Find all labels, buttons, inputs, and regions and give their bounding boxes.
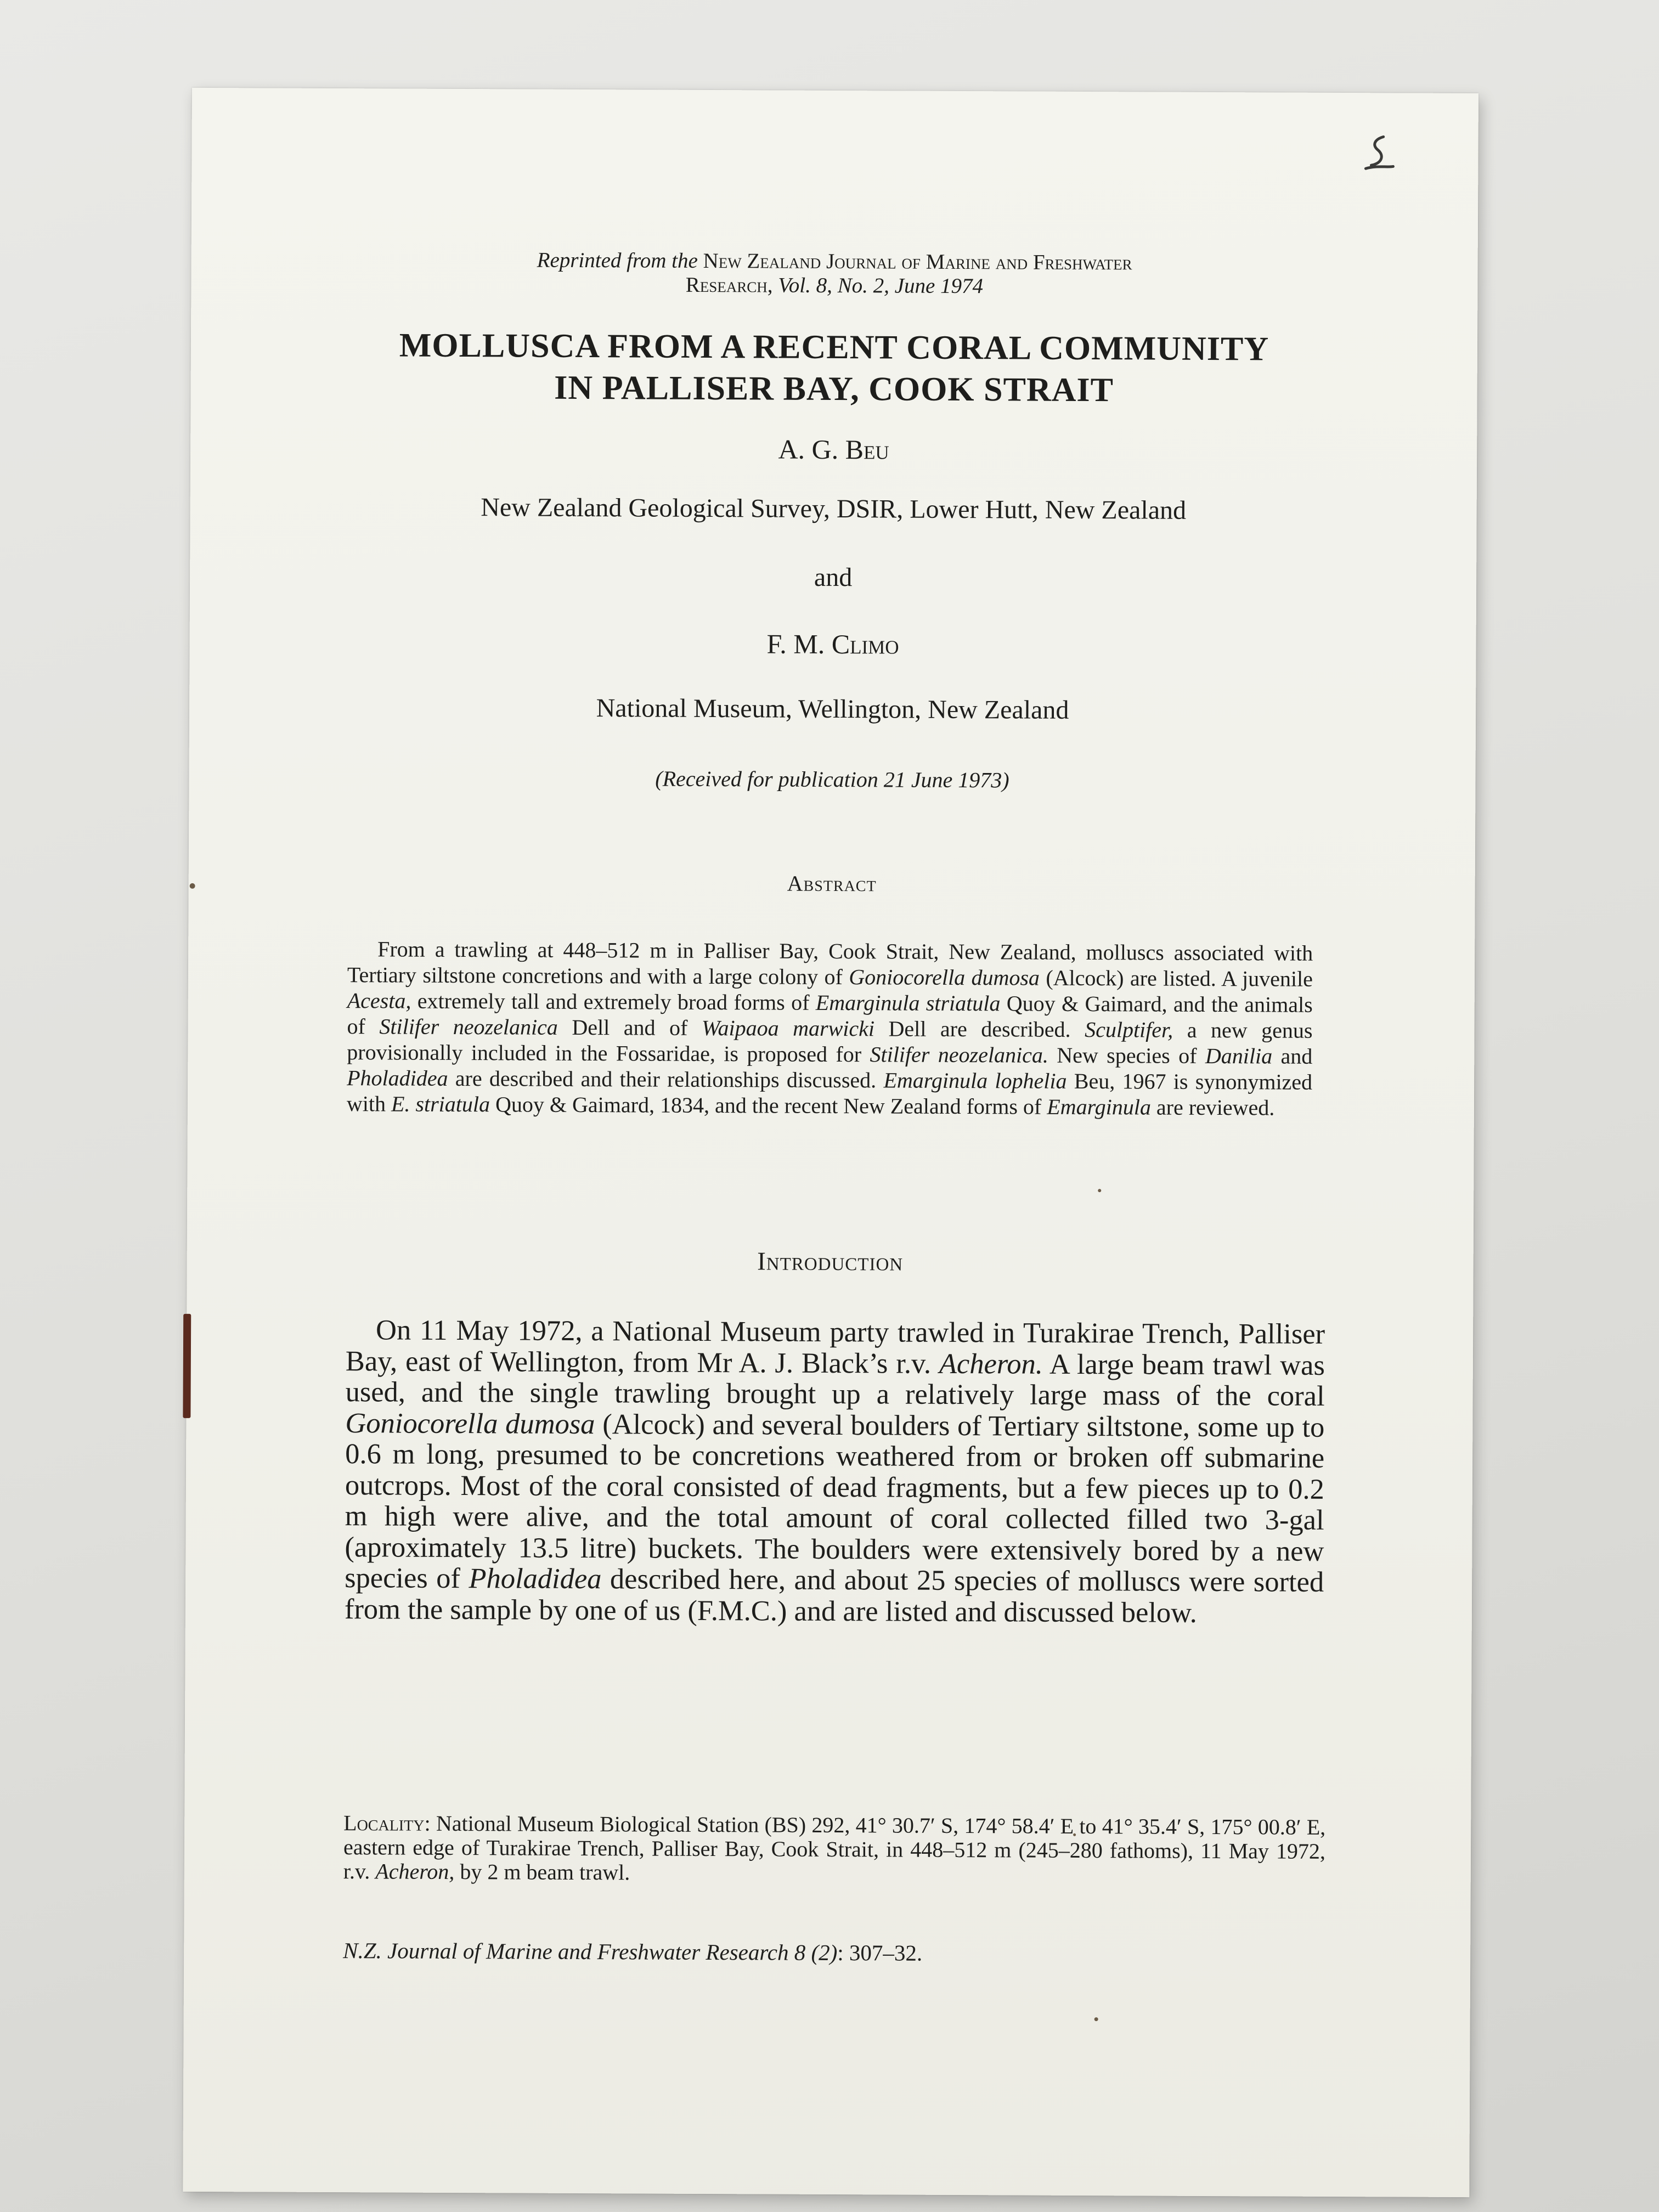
reprint-prefix: Reprinted from the: [537, 248, 698, 273]
handwritten-mark: [1349, 131, 1404, 180]
reprint-page: [183, 88, 1479, 2197]
introduction-heading: Introduction: [757, 1247, 904, 1277]
reprint-notice: [191, 247, 1477, 301]
paper-speck: [1098, 1189, 1101, 1192]
article-title: [190, 324, 1477, 413]
author-2: F. M. Climo: [766, 628, 899, 660]
paper-speck: [1094, 2017, 1098, 2021]
abstract-heading: Abstract: [787, 871, 877, 896]
binding-edge: [183, 1314, 191, 1418]
journal-name: New Zealand Journal of Marine and Freshwater: [703, 249, 1132, 275]
locality-label: Locality:: [343, 1810, 431, 1836]
abstract-text: From a trawling at 448–512 m in Palliser Bay, Cook Strait, New Zealand, molluscs associated with Tertiary siltstone concretions and with a large colony of Goniocorella dumosa (Alcock) are listed. A juvenile Acesta, extremely tall and extremely broad forms of Emarginula striatula Quoy & Gaimard, and the animals of Stilifer neozelanica Dell and of Waipaoa marwicki Dell are described. Sculptifer, a new genus provisionally included in the Fossaridae, is proposed for Stilifer neozelanica. New species of Danilia and Pholadidea are described and their relationships discussed. Emarginula lophelia Beu, 1967 is synonymized with E. striatula Quoy & Gaimard, 1834, and the recent New Zealand forms of Emarginula are reviewed.: [346, 936, 1313, 1120]
introduction-text: On 11 May 1972, a National Museum party trawled in Turakirae Trench, Palliser Bay, east of Wellington, from Mr A. J. Black’s r.v. Acheron. A large beam trawl was used, and the single trawling brought up a relatively large mass of the coral Goniocorella dumosa (Alcock) and several boulders of Tertiary siltstone, some up to 0.6 m long, presumed to be concretions weathered from or broken off submarine outcrops. Most of the coral consisted of dead fragments, but a few pieces up to 0.2 m high were alive, and the total amount of coral collected filled two 3-gal (aproximately 13.5 litre) buckets. The boulders were extensively bored by a new species of Pholadidea described here, and about 25 species of molluscs were sorted from the sample by one of us (F.M.C.) and are listed and discussed below.: [344, 1314, 1325, 1629]
received-date: (Received for publication 21 June 1973): [655, 766, 1009, 793]
locality-text: Locality: National Museum Biological Station (BS) 292, 41° 30.7′ S, 174° 58.4′ E to 41° 35.4′ S, 175° 00.8′ E, eastern edge of Turakirae Trench, Palliser Bay, Cook Strait, in 448–512 m (245–280 fathoms), 11 May 1972, r.v. Acheron, by 2 m beam trawl.: [343, 1810, 1326, 1885]
title-line-2: IN PALLISER BAY, COOK STRAIT: [554, 369, 1114, 409]
journal-citation: N.Z. Journal of Marine and Freshwater Research 8 (2): 307–32.: [343, 1938, 923, 1966]
author-1: A. G. Beu: [778, 433, 889, 465]
title-line-1: MOLLUSCA FROM A RECENT CORAL COMMUNITY: [399, 326, 1269, 368]
author-conjunction: and: [814, 562, 853, 592]
journal-issue: Vol. 8, No. 2, June 1974: [778, 273, 984, 298]
affiliation-1: New Zealand Geological Survey, DSIR, Lower Hutt, New Zealand: [481, 493, 1187, 525]
affiliation-2: National Museum, Wellington, New Zealand: [596, 693, 1069, 725]
journal-name-cont: Research,: [685, 273, 773, 297]
